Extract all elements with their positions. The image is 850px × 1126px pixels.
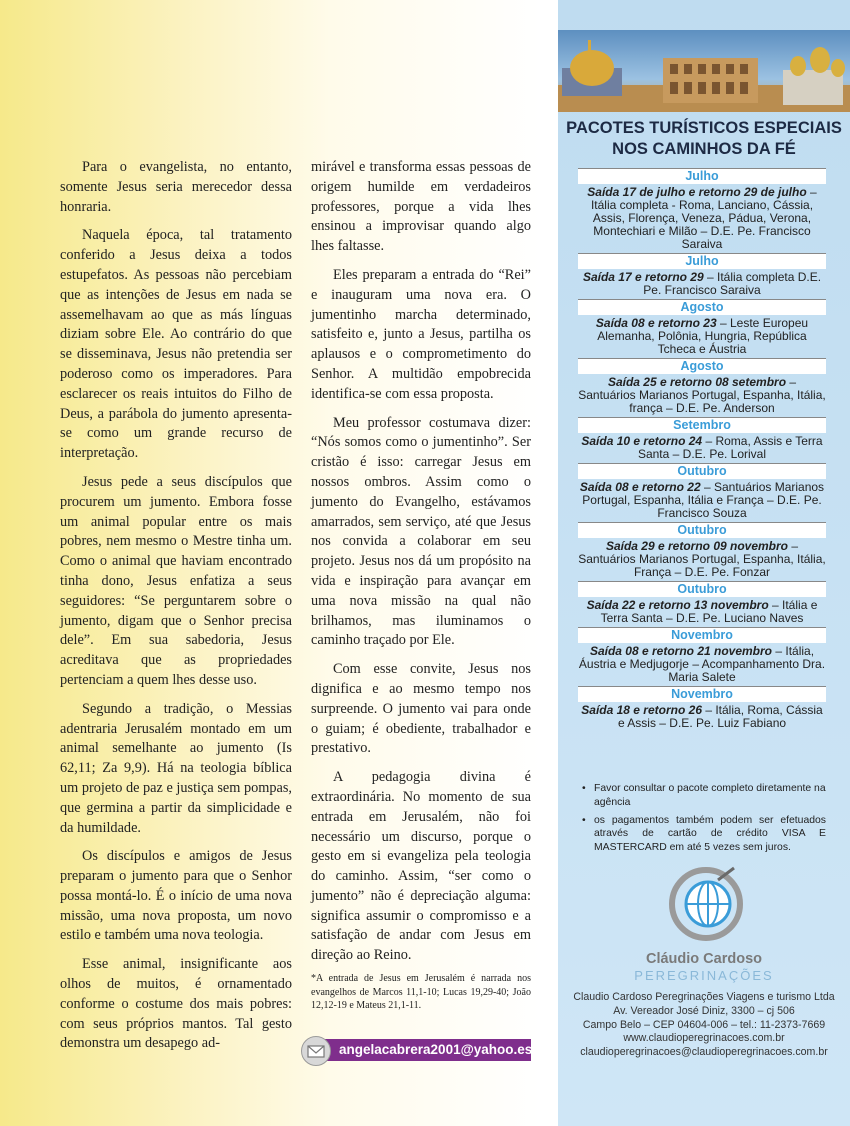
package-description: – Santuários Marianos Portugal, Espanha, Itália, França – D.E. Pe. Fonzar <box>578 539 826 579</box>
package-month: Outubro <box>578 463 826 479</box>
footnote: *A entrada de Jesus em Jerusalém é narrada nos evangelhos de Marcos 11,1-10; Lucas 19,29-40; João 12,12-19 e Mateus 21,1-11. <box>311 973 531 1011</box>
author-email[interactable] <box>301 1036 531 1064</box>
package-description: – Leste Europeu Alemanha, Polônia, Hungria, República Tcheca e Áustria <box>597 316 809 356</box>
brand-name: Cláudio Cardoso <box>645 951 762 967</box>
article-paragraph: Esse animal, insignificante aos olhos de muitos, é ornamentado conforme o costume dos mais pobres: com seus próprios mantos. Tal gesto demonstra um desapego ad- <box>60 956 292 1052</box>
package-description: – Santuários Marianos Portugal, Espanha, Itália, frança – D.E. Pe. Anderson <box>578 375 826 415</box>
article-paragraph: Eles preparam a entrada do “Rei” e inauguram uma nova era. O jumentinho marcha determinado, satisfeito e, junto a Jesus, partilha os aplausos e o comprometimento do Senhor. A multidão empobrecida identifica-se com essa proposta. <box>311 266 531 402</box>
package-dates: Saída 10 e retorno 24 <box>581 434 703 448</box>
package-dates: Saída 18 e retorno 26 <box>581 703 702 717</box>
package-month: Agosto <box>578 299 826 315</box>
package-description: – Santuários Marianos Portugal, Espanha, Itália e França – D.E. Pe. Francisco Souza <box>582 480 825 520</box>
package-dates: Saída 08 e retorno 23 <box>595 316 717 330</box>
article-paragraph: Os discípulos e amigos de Jesus preparam o jumento para que o Senhor possa montá-lo. É o início de uma nova missão, uma nova proposta, um novo estilo e também uma nova teologia. <box>60 848 292 944</box>
article-paragraph: Naquela época, tal tratamento conferido a Jesus deixa a todos estupefatos. As pessoas não percebiam que as intenções de Jesus em nada se assemelhavam ao que as más línguas diziam sobre Ele. Ao contrário do que se disseminava, Jesus não pretendia ser poderoso como os imperadores. Para esclarecer os reais intuitos do Filho de Deus, a parábola do jumento apresenta-se como um grande recurso de interpretação. <box>60 227 292 462</box>
package-description: – Itália, Roma, Cássia e Assis – D.E. Pe. Luiz Fabiano <box>617 703 823 730</box>
contact-phone: Campo Belo – CEP 04604-006 – tel.: 11-2373-7669 <box>582 1018 826 1031</box>
package-month: Novembro <box>578 686 826 702</box>
contact-email[interactable]: claudioperegrinacoes@claudioperegrinacoes.com.br <box>580 1046 828 1059</box>
package-description: – Itália e Terra Santa – D.E. Pe. Luciano Naves <box>600 598 818 625</box>
package-item <box>578 299 826 358</box>
package-dates: Saída 17 e retorno 29 <box>582 270 704 284</box>
contact-website[interactable]: www.claudioperegrinacoes.com.br <box>623 1032 785 1045</box>
package-item <box>578 463 826 522</box>
travel-sidebar <box>558 0 850 1126</box>
package-month: Outubro <box>578 581 826 597</box>
contact-address: Av. Vereador José Diniz, 3300 – cj 506 <box>613 1004 795 1017</box>
package-dates: Saída 25 e retorno 08 setembro <box>607 375 787 389</box>
package-description: – Itália completa - Roma, Lanciano, Cássia, Assis, Florença, Veneza, Pádua, Verona, Montechiari e Milão – D.E. Pe. Francisco Saraiva <box>590 185 817 251</box>
article-column-1 <box>60 158 292 1063</box>
package-item <box>578 417 826 463</box>
package-month: Agosto <box>578 358 826 374</box>
package-item <box>578 686 826 732</box>
article-paragraph-continued: mirável e transforma essas pessoas de origem humilde em verdadeiros professores, porque a vida lhes ensinou a improvisar quando algo lhes faltasse. <box>311 159 531 255</box>
package-month: Julho <box>578 253 826 269</box>
package-description: – Roma, Assis e Terra Santa – D.E. Pe. Lorival <box>637 434 823 461</box>
article-column-2 <box>311 158 531 975</box>
brand-subtitle: PEREGRINAÇÕES <box>634 968 774 983</box>
package-month: Setembro <box>578 417 826 433</box>
package-item <box>578 358 826 417</box>
email-address[interactable]: angelacabrera2001@yahoo.es <box>325 1039 531 1061</box>
landmarks-photo <box>558 30 850 112</box>
article-paragraph: Com esse convite, Jesus nos dignifica e ao mesmo tempo nos surpreende. O jumento vai para onde o guiam; é obediente, trabalhador e prestativo. <box>311 661 531 757</box>
package-dates: Saída 17 de julho e retorno 29 de julho <box>587 185 807 199</box>
brand <box>558 951 850 983</box>
package-description: – Itália completa D.E. Pe. Francisco Saraiva <box>643 270 822 297</box>
package-month: Outubro <box>578 522 826 538</box>
package-dates: Saída 22 e retorno 13 novembro <box>586 598 769 612</box>
package-item <box>578 253 826 299</box>
package-item <box>578 627 826 686</box>
package-item <box>578 581 826 627</box>
article-paragraph: Segundo a tradição, o Messias adentraria Jerusalém montado em um animal semelhante ao jumento (Is 62,11; Za 9,9). Há na teologia bíblica um projeto de paz e justiça sem pompas, que germina a partir da simplicidade e da humildade. <box>60 700 292 836</box>
article-paragraph: Meu professor costumava dizer: “Nós somos como o jumentinho”. Ser cristão é isso: carregar Jesus em nossos ombros. Assim como o jumento do Evangelho, estávamos amarrados, sem serviço, até que Jesus nos convida a colaborar em seu projeto. Jesus nos dá um propósito na vida e inspiração para avançar em uma nova missão na qual não brilhamos, mas iluminamos o caminho traçado por Ele. <box>311 414 531 649</box>
article-paragraph: Para o evangelista, no entanto, somente Jesus seria merecedor dessa honraria. <box>60 159 292 215</box>
package-item <box>578 522 826 581</box>
note-item: • Favor consultar o pacote completo diretamente na agência <box>582 782 826 810</box>
packages-notes <box>582 782 826 859</box>
article-paragraph: A pedagogia divina é extraordinária. No momento de sua entrada em Jerusalém, não foi necessário um discurso, porque o gesto em si evangeliza pela teologia do caminho. Assim, “ser como o jumento” não é depreciação alguma: significa assumir o compromisso e a satisfação de andar com Jesus em direção ao Reino. <box>311 769 531 964</box>
package-dates: Saída 08 e retorno 21 novembro <box>589 644 773 658</box>
packages-title: PACOTES TURÍSTICOS ESPECIAIS NOS CAMINHOS DA FÉ <box>566 119 842 158</box>
contact-company: Claudio Cardoso Peregrinações Viagens e turismo Ltda <box>573 991 835 1003</box>
globe-logo-icon <box>668 860 748 952</box>
contact-info <box>558 991 850 1060</box>
article-paragraph: Jesus pede a seus discípulos que procurem um jumento. Embora fosse um animal popular entre os mais pobres, nem mesmo o Mestre tinha um. Como o animal que haviam encontrado tinha dono, Jesus enfatiza a seus seguidores: “Se perguntarem sobre o jumento, digam que o Senhor precisa dele”. Em sua sabedoria, Jesus acreditava que as propriedades pertenciam a quem lhes desse uso. <box>60 473 292 688</box>
packages-list <box>578 168 826 732</box>
package-month: Novembro <box>578 627 826 643</box>
package-description: – Itália, Áustria e Medjugorje – Acompanhamento Dra. Maria Salete <box>578 644 826 684</box>
package-dates: Saída 29 e retorno 09 novembro <box>605 539 789 553</box>
package-dates: Saída 08 e retorno 22 <box>579 480 701 494</box>
envelope-icon <box>301 1036 331 1066</box>
note-item: • os pagamentos também podem ser efetuados através de cartão de crédito VISA E MASTERCARD em até 5 vezes sem juros. <box>582 814 826 855</box>
package-month: Julho <box>578 168 826 184</box>
package-item <box>578 168 826 253</box>
